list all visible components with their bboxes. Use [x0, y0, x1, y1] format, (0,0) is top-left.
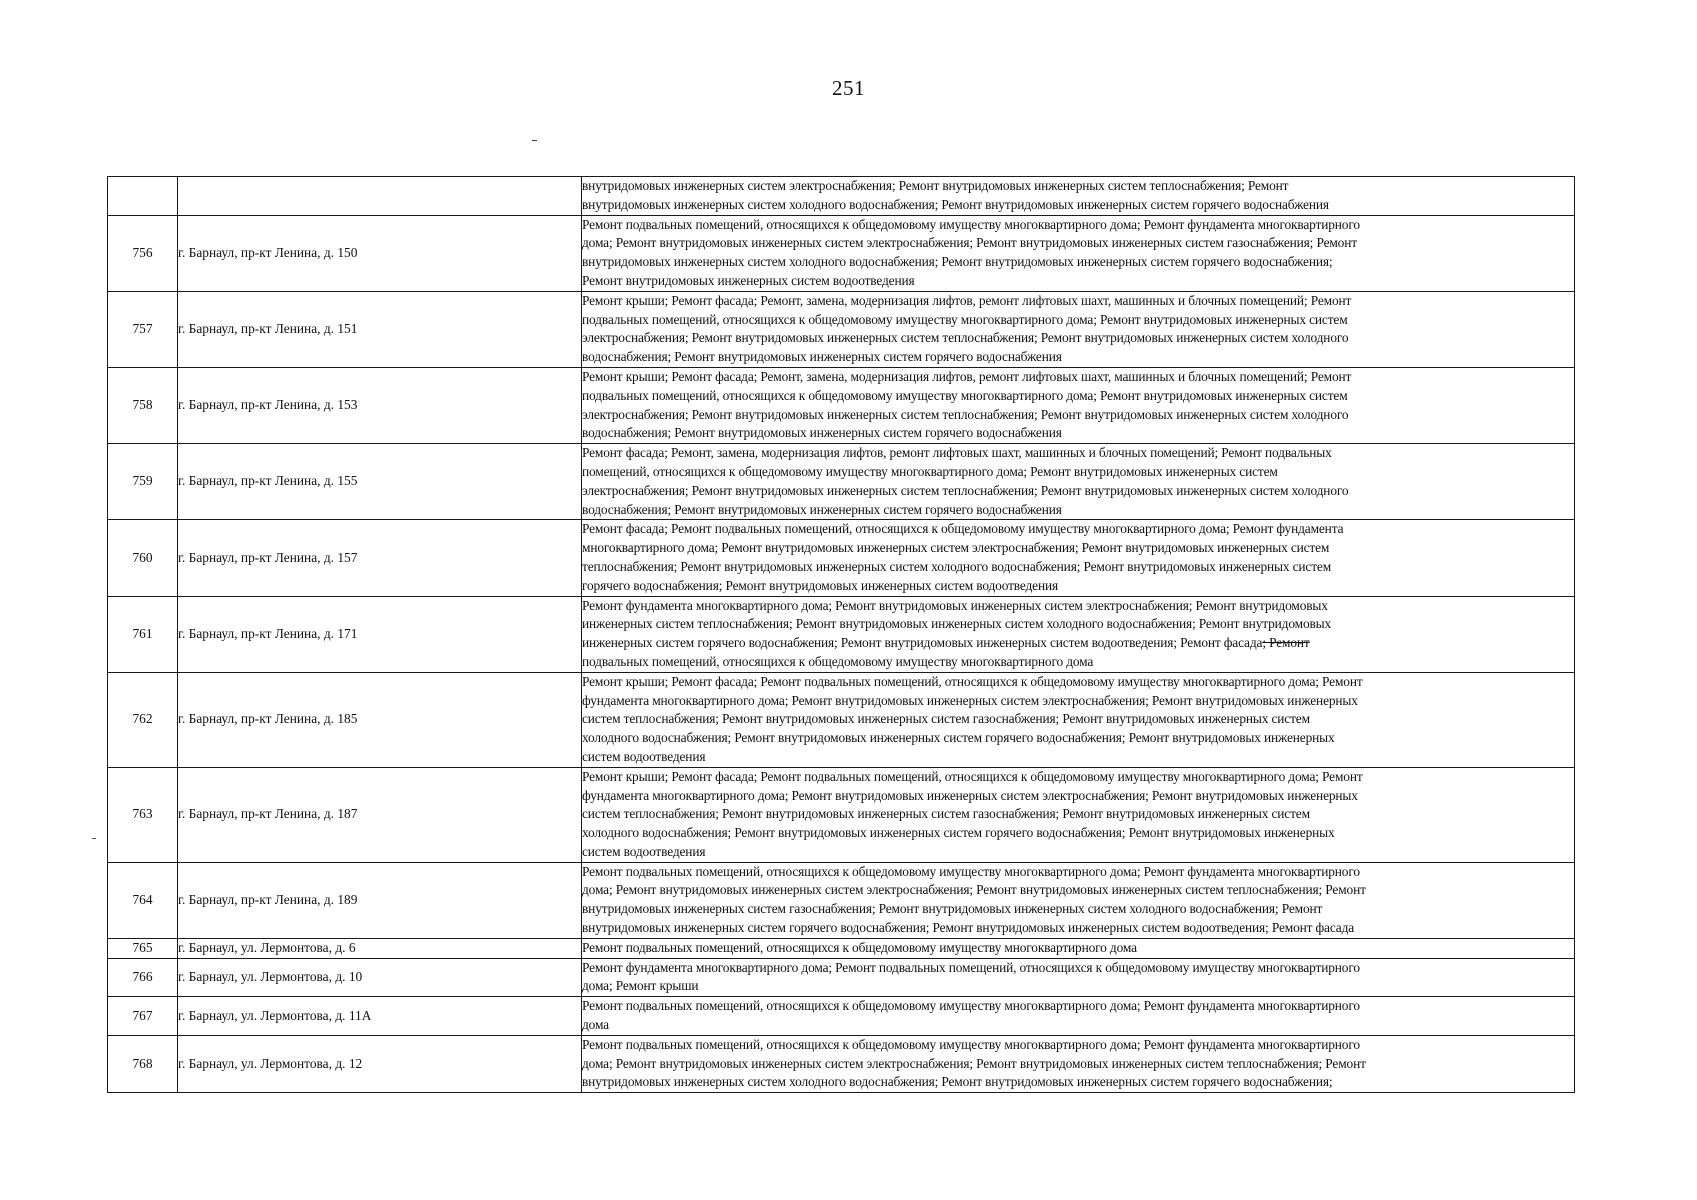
row-number: 764: [108, 862, 178, 938]
works-line: [582, 634, 1574, 653]
row-address: г. Барнаул, пр-кт Ленина, д. 155: [178, 444, 582, 520]
works-line-text: электроснабжения; Ремонт внутридомовых инженерных систем теплоснабжения; Ремонт внутридомовых инженерных систем холодного: [582, 406, 1349, 422]
works-line-text: фундамента многоквартирного дома; Ремонт внутридомовых инженерных систем электроснабжения; Ремонт внутридомовых инженерных: [582, 692, 1358, 708]
works-line-text: Ремонт фундамента многоквартирного дома; Ремонт подвальных помещений, относящихся к общедомовому имуществу многоквартирного: [582, 959, 1360, 975]
works-line-text: подвальных помещений, относящихся к общедомовому имуществу многоквартирного дома; Ремонт внутридомовых инженерных систем: [582, 311, 1348, 327]
works-line-text: Ремонт подвальных помещений, относящихся к общедомовому имуществу многоквартирного дома; Ремонт фундамента многоквартирного: [582, 998, 1360, 1014]
table-row: [108, 862, 1575, 938]
repair-works-table: [107, 176, 1575, 1093]
page-number: 251: [832, 76, 865, 100]
table-row: [108, 672, 1575, 767]
works-line-text: подвальных помещений, относящихся к общедомовому имуществу многоквартирного дома: [582, 653, 1094, 669]
table-row: [108, 520, 1575, 596]
works-line-text: инженерных систем теплоснабжения; Ремонт внутридомовых инженерных систем холодного водоснабжения; Ремонт внутридомовых: [582, 616, 1332, 632]
works-line-text: теплоснабжения; Ремонт внутридомовых инженерных систем холодного водоснабжения; Ремонт внутридомовых инженерных систем: [582, 558, 1332, 574]
works-line: [582, 959, 1574, 978]
works-line: [582, 520, 1574, 539]
row-works: [582, 367, 1575, 443]
row-address: г. Барнаул, пр-кт Ленина, д. 185: [178, 672, 582, 767]
works-line-text: внутридомовых инженерных систем электроснабжения; Ремонт внутридомовых инженерных систем теплоснабжения; Ремонт: [582, 178, 1289, 193]
works-line-text: систем водоотведения: [582, 748, 706, 764]
scan-side-mark: [92, 838, 96, 839]
works-line: [582, 539, 1574, 558]
row-works: [582, 177, 1575, 216]
works-line-text: Ремонт фундамента многоквартирного дома; Ремонт внутридомовых инженерных систем электроснабжения; Ремонт внутридомовых: [582, 597, 1328, 613]
row-works: [582, 997, 1575, 1036]
row-number: 766: [108, 958, 178, 997]
works-line: [582, 824, 1574, 843]
row-address: г. Барнаул, пр-кт Ленина, д. 150: [178, 215, 582, 291]
row-works: [582, 444, 1575, 520]
works-line: [582, 482, 1574, 501]
works-line: [582, 900, 1574, 919]
row-address: г. Барнаул, пр-кт Ленина, д. 157: [178, 520, 582, 596]
row-number: 759: [108, 444, 178, 520]
works-line-text: систем теплоснабжения; Ремонт внутридомовых инженерных систем газоснабжения; Ремонт внутридомовых инженерных систем: [582, 711, 1310, 727]
works-line: [582, 805, 1574, 824]
scan-dash-mark: [532, 140, 537, 141]
table-row: [108, 291, 1575, 367]
works-line: [582, 843, 1574, 862]
works-line: [582, 424, 1574, 443]
works-line: [582, 1016, 1574, 1035]
row-works: [582, 958, 1575, 997]
works-line-text: помещений, относящихся к общедомовому имуществу многоквартирного дома; Ремонт внутридомовых инженерных систем: [582, 463, 1278, 479]
table-row: [108, 596, 1575, 672]
works-line: [582, 881, 1574, 900]
works-line-text: электроснабжения; Ремонт внутридомовых инженерных систем теплоснабжения; Ремонт внутридомовых инженерных систем холодного: [582, 482, 1349, 498]
works-line-text: систем водоотведения: [582, 843, 706, 859]
row-number: 763: [108, 767, 178, 862]
works-line-text: Ремонт подвальных помещений, относящихся к общедомовому имуществу многоквартирного дома: [582, 939, 1137, 955]
table-row: [108, 1035, 1575, 1092]
row-number: 758: [108, 367, 178, 443]
row-address: г. Барнаул, ул. Лермонтова, д. 6: [178, 938, 582, 958]
works-line-text: Ремонт подвальных помещений, относящихся к общедомовому имуществу многоквартирного дома; Ремонт фундамента многоквартирного: [582, 863, 1360, 879]
works-line: [582, 311, 1574, 330]
works-line: [582, 558, 1574, 577]
row-number: 757: [108, 291, 178, 367]
works-line-text: дома; Ремонт крыши: [582, 978, 699, 994]
row-works: [582, 291, 1575, 367]
works-line-text: Ремонт внутридомовых инженерных систем водоотведения: [582, 272, 915, 288]
works-line: [582, 463, 1574, 482]
row-works: [582, 520, 1575, 596]
works-line: [582, 292, 1574, 311]
works-line: [582, 272, 1574, 291]
row-address: г. Барнаул, пр-кт Ленина, д. 171: [178, 596, 582, 672]
works-line-text: Ремонт крыши; Ремонт фасада; Ремонт подвальных помещений, относящихся к общедомовому имуществу многоквартирного дома; Ремонт: [582, 673, 1363, 689]
row-works: [582, 767, 1575, 862]
works-line-text: Ремонт подвальных помещений, относящихся к общедомовому имуществу многоквартирного дома; Ремонт фундамента многоквартирного: [582, 216, 1360, 232]
works-line: [582, 768, 1574, 787]
works-line-text: Ремонт крыши; Ремонт фасада; Ремонт подвальных помещений, относящихся к общедомовому имуществу многоквартирного дома; Ремонт: [582, 768, 1363, 784]
works-line-text: инженерных систем горячего водоснабжения; Ремонт внутридомовых инженерных систем водоотведения; Ремонт фасада: [582, 635, 1263, 651]
works-line: [582, 501, 1574, 520]
row-works: [582, 672, 1575, 767]
table-row: [108, 997, 1575, 1036]
row-address: г. Барнаул, пр-кт Ленина, д. 187: [178, 767, 582, 862]
works-line-text: холодного водоснабжения; Ремонт внутридомовых инженерных систем горячего водоснабжения; Ремонт внутридомовых инженерных: [582, 825, 1335, 841]
table-row: [108, 767, 1575, 862]
works-line-text: дома; Ремонт внутридомовых инженерных систем электроснабжения; Ремонт внутридомовых инженерных систем теплоснабжения; Ремонт: [582, 882, 1366, 898]
works-line: [582, 196, 1574, 215]
works-line-text: водоснабжения; Ремонт внутридомовых инженерных систем горячего водоснабжения: [582, 349, 1062, 365]
table-body: [108, 177, 1575, 1093]
works-line: [582, 329, 1574, 348]
works-line: [582, 692, 1574, 711]
works-line-text: Ремонт фасада; Ремонт подвальных помещений, относящихся к общедомовому имуществу многоквартирного дома; Ремонт фундамента: [582, 521, 1344, 537]
works-line-text: водоснабжения; Ремонт внутридомовых инженерных систем горячего водоснабжения: [582, 425, 1062, 441]
works-line: [582, 729, 1574, 748]
works-line: [582, 615, 1574, 634]
works-line: [582, 444, 1574, 463]
row-number: 756: [108, 215, 178, 291]
works-line: [582, 710, 1574, 729]
table-row: [108, 938, 1575, 958]
works-line-text: систем теплоснабжения; Ремонт внутридомовых инженерных систем газоснабжения; Ремонт внутридомовых инженерных систем: [582, 806, 1310, 822]
row-works: [582, 596, 1575, 672]
works-line: [582, 977, 1574, 996]
works-line: [582, 997, 1574, 1016]
works-line: [582, 253, 1574, 272]
works-line-text: внутридомовых инженерных систем горячего водоснабжения; Ремонт внутридомовых инженерных систем водоотведения; Ремонт фасада: [582, 920, 1355, 936]
works-line: [582, 406, 1574, 425]
row-address: г. Барнаул, пр-кт Ленина, д. 151: [178, 291, 582, 367]
works-line-text: внутридомовых инженерных систем газоснабжения; Ремонт внутридомовых инженерных систем холодного водоснабжения; Ремонт: [582, 901, 1323, 917]
works-line: [582, 177, 1574, 196]
row-works: [582, 1035, 1575, 1092]
works-line: [582, 348, 1574, 367]
works-line-text: холодного водоснабжения; Ремонт внутридомовых инженерных систем горячего водоснабжения; Ремонт внутридомовых инженерных: [582, 730, 1335, 746]
works-line: [582, 863, 1574, 882]
row-number: 760: [108, 520, 178, 596]
row-number: 767: [108, 997, 178, 1036]
row-address: г. Барнаул, пр-кт Ленина, д. 153: [178, 367, 582, 443]
works-line: [582, 1073, 1574, 1092]
works-line-text: Ремонт фасада; Ремонт, замена, модернизация лифтов, ремонт лифтовых шахт, машинных и блочных помещений; Ремонт подвальных: [582, 445, 1332, 461]
works-line: [582, 216, 1574, 235]
table-row: [108, 177, 1575, 216]
works-line: [582, 653, 1574, 672]
row-works: [582, 938, 1575, 958]
works-line-text: водоснабжения; Ремонт внутридомовых инженерных систем горячего водоснабжения: [582, 501, 1062, 517]
works-line-text: Ремонт крыши; Ремонт фасада; Ремонт, замена, модернизация лифтов, ремонт лифтовых шахт, машинных и блочных помещений; Ремонт: [582, 368, 1352, 384]
works-line-text: внутридомовых инженерных систем холодного водоснабжения; Ремонт внутридомовых инженерных систем горячего водоснабжения: [582, 196, 1329, 212]
works-line-text: внутридомовых инженерных систем холодного водоснабжения; Ремонт внутридомовых инженерных систем горячего водоснабжения;: [582, 1074, 1333, 1090]
works-line-text: дома; Ремонт внутридомовых инженерных систем электроснабжения; Ремонт внутридомовых инженерных систем теплоснабжения; Ремонт: [582, 1055, 1366, 1071]
struck-text: ; Ремонт: [1262, 635, 1310, 651]
table-row: [108, 444, 1575, 520]
works-line: [582, 1036, 1574, 1055]
table-row: [108, 367, 1575, 443]
row-address: г. Барнаул, ул. Лермонтова, д. 10: [178, 958, 582, 997]
works-line: [582, 748, 1574, 767]
works-line: [582, 234, 1574, 253]
row-address: г. Барнаул, ул. Лермонтова, д. 12: [178, 1035, 582, 1092]
row-number: 765: [108, 938, 178, 958]
row-address: г. Барнаул, ул. Лермонтова, д. 11А: [178, 997, 582, 1036]
works-line-text: Ремонт крыши; Ремонт фасада; Ремонт, замена, модернизация лифтов, ремонт лифтовых шахт, машинных и блочных помещений; Ремонт: [582, 292, 1352, 308]
works-line-text: многоквартирного дома; Ремонт внутридомовых инженерных систем электроснабжения; Ремонт внутридомовых инженерных систем: [582, 540, 1330, 556]
row-number: 762: [108, 672, 178, 767]
works-line: [582, 387, 1574, 406]
works-line-text: подвальных помещений, относящихся к общедомовому имуществу многоквартирного дома; Ремонт внутридомовых инженерных систем: [582, 387, 1348, 403]
works-line-text: горячего водоснабжения; Ремонт внутридомовых инженерных систем водоотведения: [582, 577, 1058, 593]
row-works: [582, 862, 1575, 938]
table-row: [108, 958, 1575, 997]
works-line: [582, 368, 1574, 387]
works-line-text: дома; Ремонт внутридомовых инженерных систем электроснабжения; Ремонт внутридомовых инженерных систем газоснабжения; Ремонт: [582, 235, 1357, 251]
works-line: [582, 597, 1574, 616]
works-line: [582, 1055, 1574, 1074]
table-row: [108, 215, 1575, 291]
row-number: 761: [108, 596, 178, 672]
works-line: [582, 919, 1574, 938]
works-line-text: электроснабжения; Ремонт внутридомовых инженерных систем теплоснабжения; Ремонт внутридомовых инженерных систем холодного: [582, 330, 1349, 346]
works-line-text: дома: [582, 1017, 609, 1033]
row-number: 768: [108, 1035, 178, 1092]
works-line: [582, 787, 1574, 806]
works-line: [582, 939, 1574, 958]
row-number: [108, 177, 178, 216]
works-line-text: внутридомовых инженерных систем холодного водоснабжения; Ремонт внутридомовых инженерных систем горячего водоснабжения;: [582, 254, 1333, 270]
works-line-text: Ремонт подвальных помещений, относящихся к общедомовому имуществу многоквартирного дома; Ремонт фундамента многоквартирного: [582, 1036, 1360, 1052]
row-address: [178, 177, 582, 216]
works-line-text: фундамента многоквартирного дома; Ремонт внутридомовых инженерных систем электроснабжения; Ремонт внутридомовых инженерных: [582, 787, 1358, 803]
works-line: [582, 673, 1574, 692]
row-works: [582, 215, 1575, 291]
row-address: г. Барнаул, пр-кт Ленина, д. 189: [178, 862, 582, 938]
works-line: [582, 577, 1574, 596]
